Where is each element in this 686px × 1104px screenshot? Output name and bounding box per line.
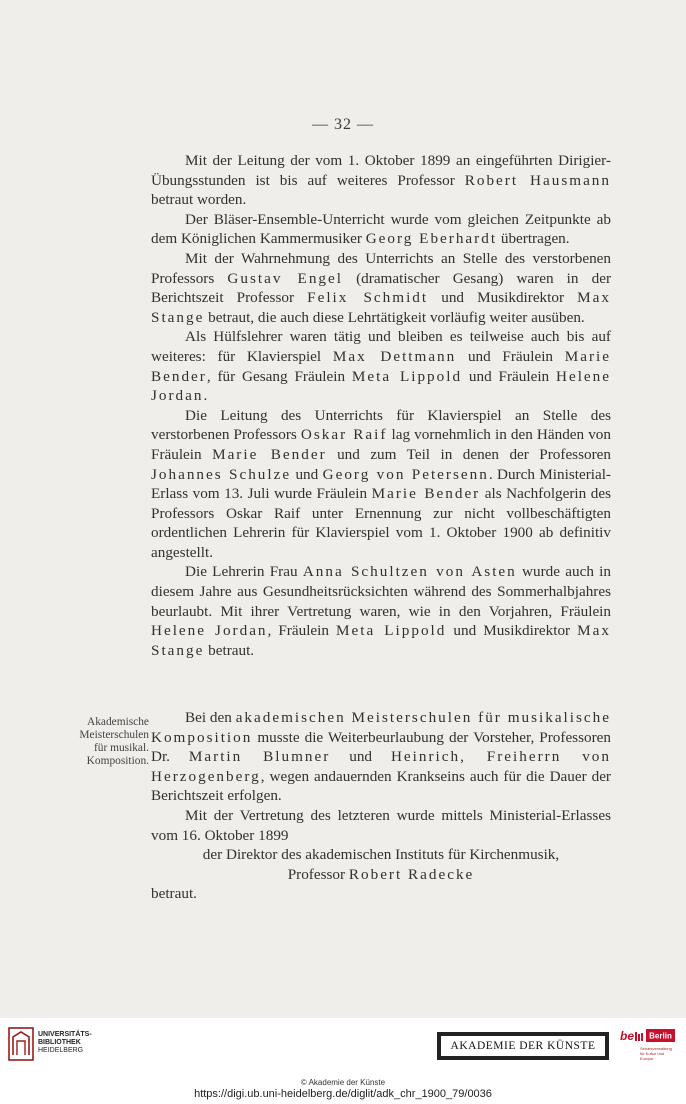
text-run: betraut worden. — [151, 191, 247, 209]
ub-line3: HEIDELBERG — [38, 1047, 84, 1054]
text-run: und Fräulein — [456, 347, 565, 365]
professor-prefix: Professor — [287, 865, 349, 883]
bem-label: Berlin — [649, 1031, 672, 1041]
paragraph-meisterschulen — [151, 708, 611, 806]
name-spaced: Helene Jordan — [151, 367, 611, 405]
margin-note-line: Komposition. — [86, 755, 149, 767]
source-url[interactable]: https://digi.ub.uni-heidelberg.de/diglit/adk_chr_1900_79/0036 — [194, 1088, 492, 1100]
copyright-line: © Akademie der Künste — [300, 1078, 386, 1087]
paragraph-p1 — [151, 151, 611, 210]
center-line-direktor: der Direktor des akademischen Instituts für Kirchenmusik, — [202, 846, 560, 864]
ub-line2: BIBLIOTHEK — [38, 1039, 81, 1046]
text-run: wurde auch in diesem Jahre aus Gesundheitsrücksichten während des Sommerhalbjahres beurlaubt. Mit ihrer Vertretung waren, wie in den Vorjahren, Fräulein — [151, 563, 611, 620]
text-run: Mit der Wahrnehmung des Unterrichts an Stelle des verstorbenen Professors — [151, 249, 611, 287]
name-spaced: Johannes Schulze — [151, 465, 292, 483]
margin-note — [58, 716, 149, 768]
svg-text:be: be — [620, 1029, 635, 1043]
ub-logo-text — [38, 1031, 92, 1055]
text-run: , für Gesang Fräulein — [206, 367, 352, 385]
name-spaced: Robert Hausmann — [464, 171, 611, 189]
paragraph-p3 — [151, 249, 611, 327]
name-spaced: Marie Bender — [151, 347, 611, 385]
text-run: und Musikdirektor — [446, 622, 578, 640]
text-run: Die Lehrerin Frau — [185, 563, 303, 581]
center-line-professor — [151, 865, 611, 885]
text-run: und — [291, 465, 323, 483]
paragraph-vertretung: Mit der Vertretung des letzteren wurde mittels Ministerial-Erlasses vom 16. Oktober 1899 — [151, 806, 611, 844]
text-run: (dramatischer Gesang) waren in der Berichtszeit Professor — [151, 269, 611, 307]
text-run: und — [330, 748, 391, 766]
name-spaced: Felix Schmidt — [307, 289, 429, 307]
paragraph-p5 — [151, 406, 611, 563]
page-number: — 32 — — [312, 116, 374, 133]
text-run: Als Hülfslehrer waren tätig und bleiben es teilweise auch bis auf weiteres: für Klavierspiel — [151, 328, 611, 365]
paragraph-p2 — [151, 210, 611, 249]
name-spaced: Max Stange — [151, 289, 611, 326]
text-run: . Durch Ministerial-Erlass vom 13. Juli wurde Fräulein — [151, 465, 611, 503]
name-spaced: Max Stange — [151, 622, 611, 659]
ub-seal-icon — [8, 1027, 34, 1061]
section-meisterschulen — [151, 708, 611, 904]
text-run: Bei den — [185, 709, 236, 726]
name-spaced: Oskar Raif — [300, 426, 388, 444]
name-spaced: Georg Eberhardt — [365, 230, 498, 248]
name-spaced: Meta Lippold — [351, 367, 463, 385]
margin-note-line: für musikal. — [93, 742, 149, 754]
name-spaced: Marie Bender — [212, 445, 327, 463]
name-spaced: Gustav Engel — [227, 269, 343, 287]
name-spaced: Helene Jordan — [151, 622, 268, 640]
text-run: Die Leitung des Unterrichts für Klavierspiel an Stelle des verstorbenen Professors — [151, 406, 611, 444]
be-berlin-icon — [620, 1028, 676, 1044]
closing-line: betraut. — [151, 885, 197, 903]
bem-subtitle: Senatsverwaltung für Kultur und Europa — [640, 1046, 672, 1061]
adk-label: AKADEMIE DER KÜNSTE — [440, 1035, 606, 1057]
margin-note-line: Meisterschulen — [79, 729, 149, 741]
name-spaced: Heinrich, Freiherrn von Herzogenberg — [151, 748, 611, 785]
name-spaced: akademischen Meisterschulen für musikalische Komposition — [151, 709, 611, 746]
akademie-der-kuenste-logo[interactable] — [437, 1032, 609, 1060]
text-run: , wegen andauernden Krankseins auch für die Dauer der Berichtszeit erfolgen. — [151, 767, 611, 805]
name-spaced: Georg von Petersenn — [322, 465, 489, 483]
ub-heidelberg-logo[interactable] — [8, 1027, 98, 1063]
text-run: betraut, die auch diese Lehrtätigkeit vorläufig weiter ausüben. — [204, 308, 585, 326]
text-run: . — [203, 387, 208, 405]
paragraph-p4 — [151, 327, 611, 405]
margin-note-line: Akademische — [87, 716, 149, 728]
text-run: , Fräulein — [267, 622, 337, 640]
main-text-block — [151, 151, 611, 660]
text-run: betraut. — [204, 641, 255, 659]
text-run: und Musikdirektor — [428, 289, 578, 307]
text-run: und zum Teil in denen der Professoren — [326, 445, 611, 463]
ub-line1: UNIVERSITÄTS- — [38, 1031, 92, 1038]
name-spaced: Anna Schultzen von Asten — [302, 563, 517, 581]
name-spaced: Marie Bender — [371, 485, 481, 503]
name-spaced: Martin Blumner — [188, 748, 331, 766]
text-run: und Fräulein — [462, 367, 556, 385]
text-run: lag vornehmlich in den Händen von Fräulein — [151, 426, 611, 463]
professor-name: Robert Radecke — [348, 865, 475, 883]
text-run: Der Bläser-Ensemble-Unterricht wurde vom gleichen Zeitpunkte ab dem Königlichen Kammermusiker — [151, 210, 611, 248]
name-spaced: Max Dettmann — [332, 347, 457, 365]
name-spaced: Meta Lippold — [336, 622, 447, 640]
text-run: musste die Weiterbeurlaubung der Vorsteher, Professoren Dr. — [151, 728, 611, 766]
text-run: Mit der Leitung der vom 1. Oktober 1899 an eingeführten Dirigier-Übungsstunden ist bis auf weiteres Professor — [151, 152, 611, 189]
berlin-senate-logo[interactable] — [620, 1028, 676, 1064]
text-run: übertragen. — [497, 230, 570, 248]
text-run: als Nachfolgerin des Professors Oskar Raif unter Ernennung zur nicht vollbeschäftigten ordentlichen Lehrerin für Klavierspiel vom 1. Oktober 1900 ab definitiv angestellt. — [151, 485, 611, 561]
paragraph-p6 — [151, 562, 611, 660]
